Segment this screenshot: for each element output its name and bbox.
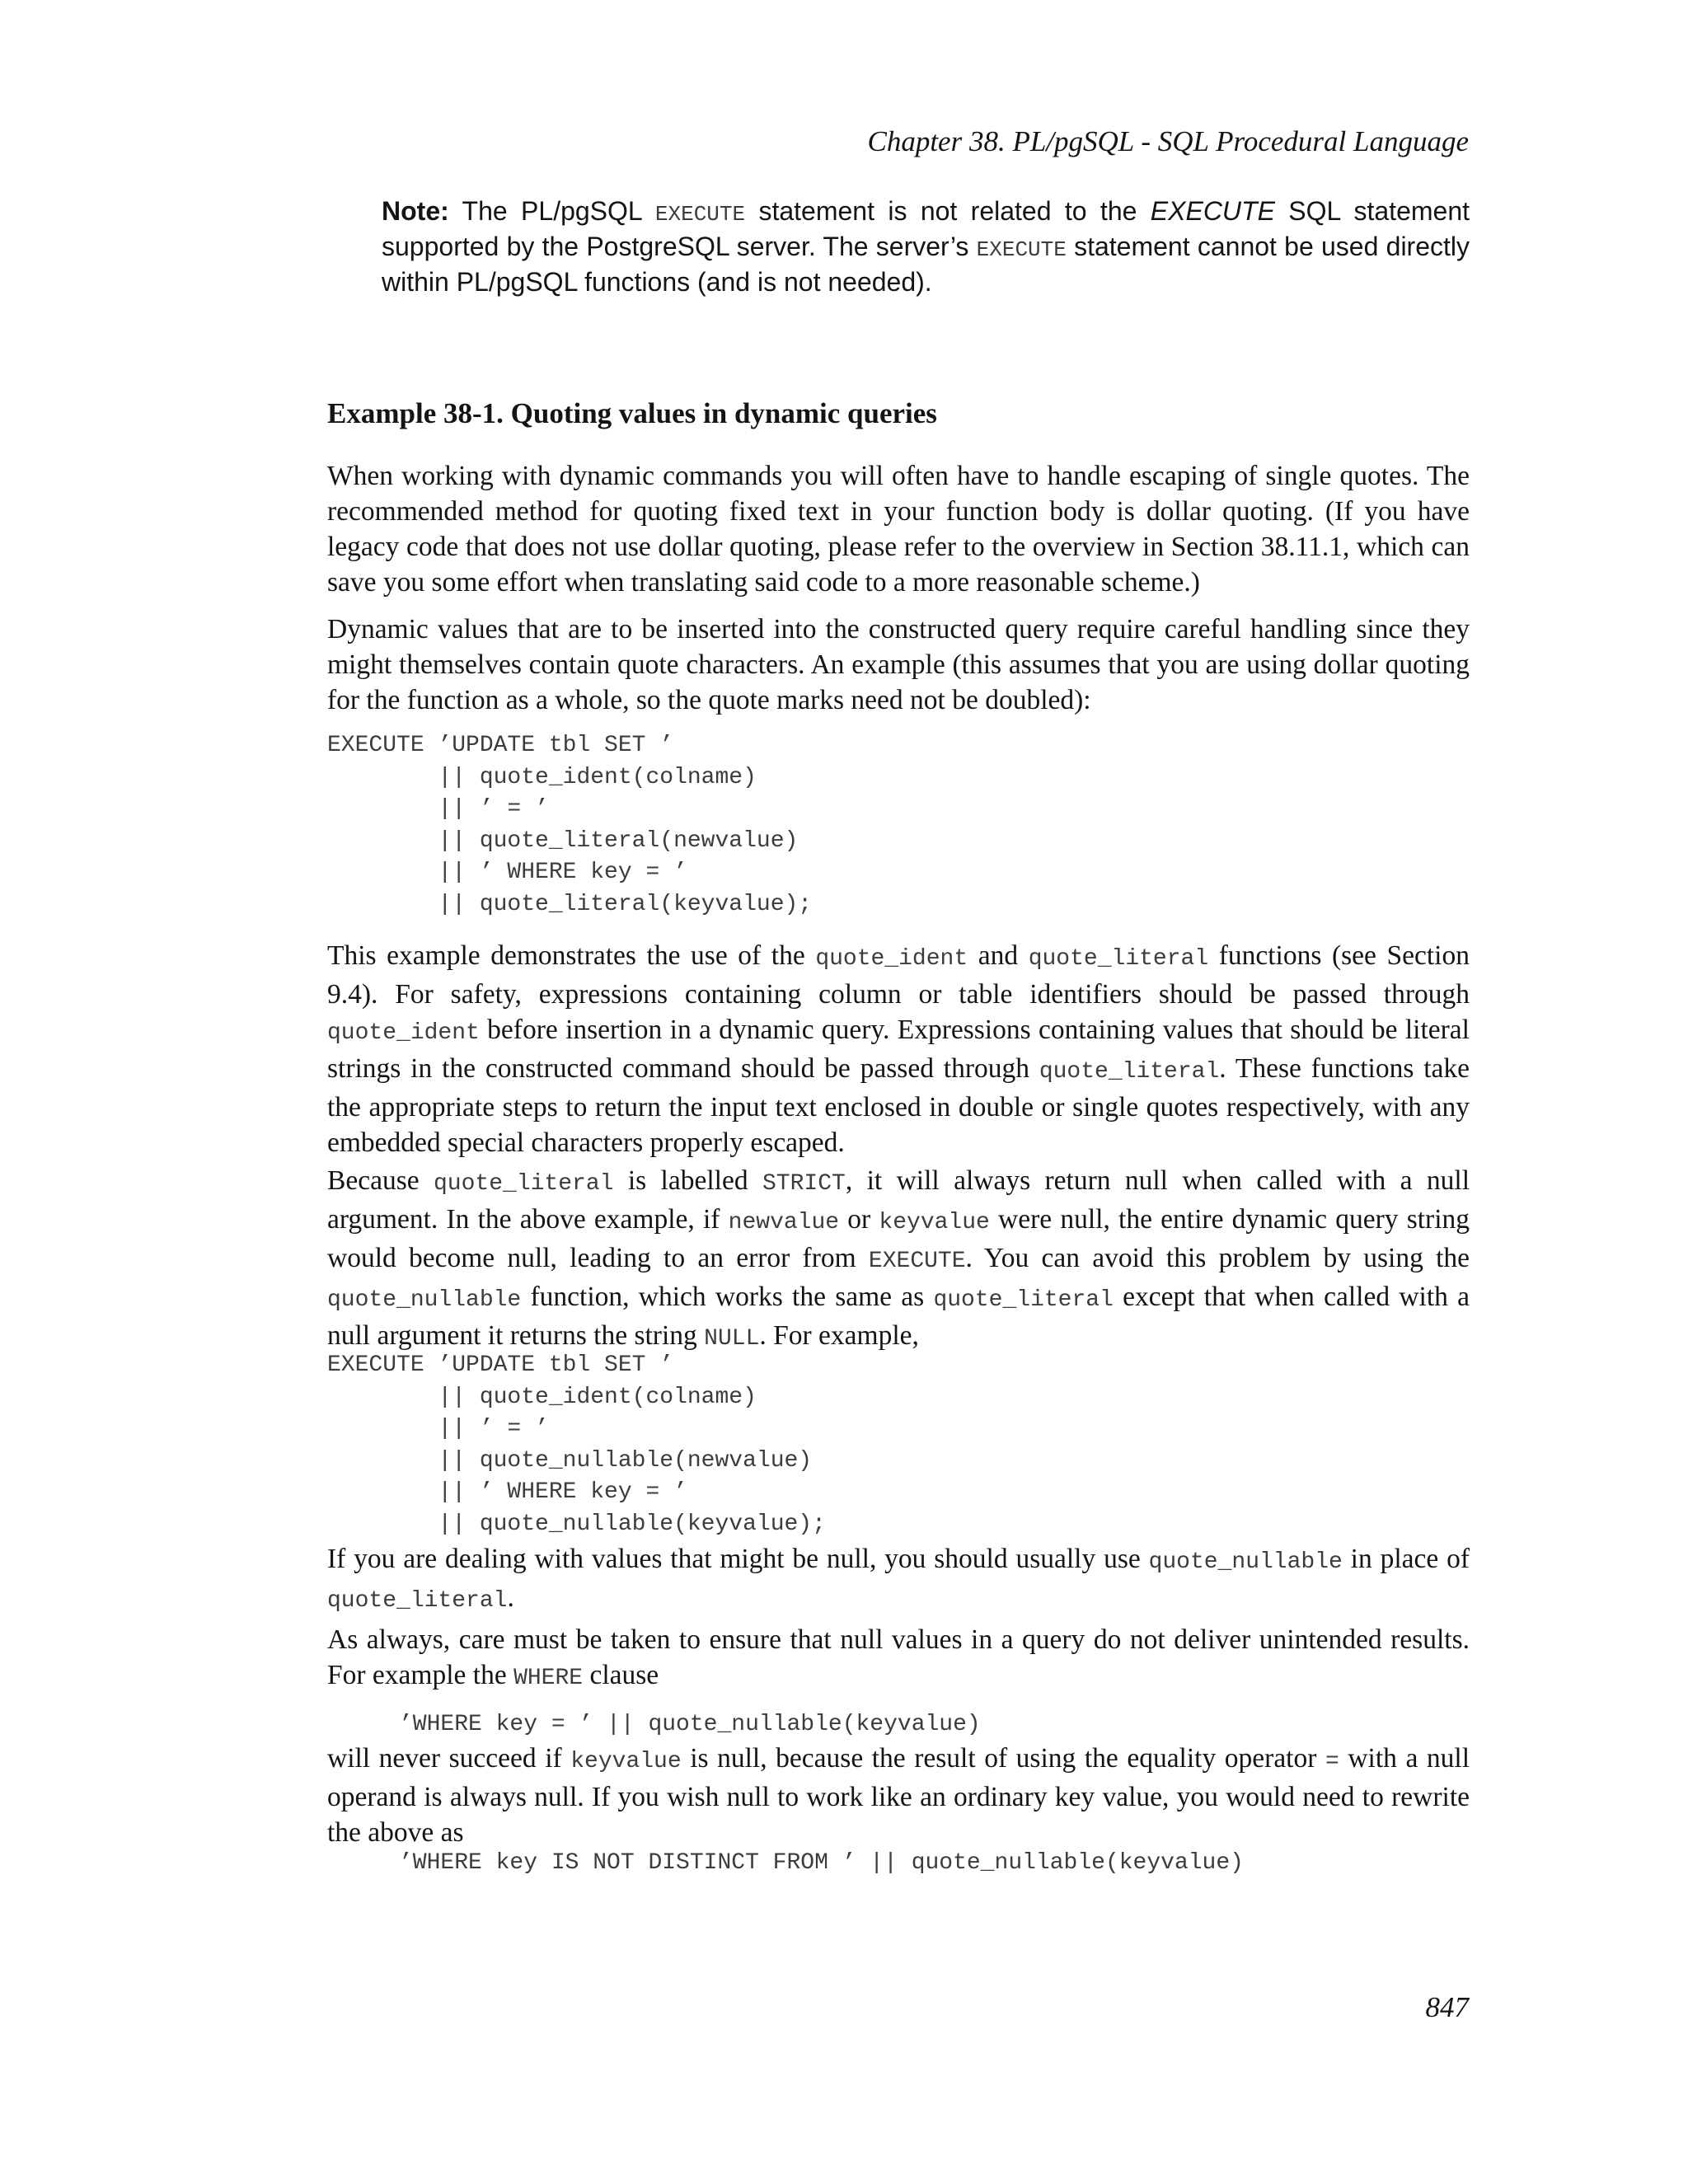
paragraph-dynamic-values: Dynamic values that are to be inserted into the constructed query require careful handling since they might themselves contain quote characters. An example (this assumes that you are using dollar quoting for the function as a whole, so the quote marks need not be doubled): (327, 614, 1470, 715)
inline-code: STRICT (762, 1171, 846, 1197)
inline-code: NULL (704, 1326, 760, 1352)
inline-code: quote_literal (434, 1171, 614, 1197)
paragraph-intro: When working with dynamic commands you will often have to handle escaping of single quotes. The recommended method for quoting fixed text in your function body is dollar quoting. (If you have legacy code that does not use dollar quoting, please refer to the overview in Section 38.11.1, which can save you some effort when translating said code to a more reasonable scheme.) (327, 461, 1470, 598)
inline-code: keyvalue (570, 1749, 682, 1774)
code-line-not-distinct: ’WHERE key IS NOT DISTINCT FROM ’ || quote_nullable(keyvalue) (399, 1850, 1244, 1876)
inline-code: quote_ident (327, 1020, 480, 1046)
note-label: Note: (382, 196, 449, 226)
inline-code: EXECUTE (868, 1249, 966, 1274)
inline-code: quote_literal (1039, 1059, 1220, 1085)
inline-code: quote_nullable (327, 1287, 522, 1313)
code-block-quote-literal: EXECUTE ’UPDATE tbl SET ’ || quote_ident(colname) || ’ = ’ || quote_literal(newvalue) || ’ WHERE key = ’ || quote_literal(keyvalue); (327, 733, 813, 917)
running-head: Chapter 38. PL/pgSQL - SQL Procedural Language (867, 125, 1469, 157)
paragraph-strict: Because quote_literal is labelled STRICT, it will always return null when called with a null argument. In the above example, if newvalue or keyvalue were null, the entire dynamic query string would become null, leading to an error from EXECUTE. You can avoid this problem by using the quote_nullable function, which works the same as quote_literal except that when called with a null argument it returns the string NULL. For example, (327, 1165, 1470, 1352)
paragraph-nullable-advice: If you are dealing with values that might be null, you should usually use quote_nullable in place of quote_literal. (327, 1544, 1470, 1614)
paragraph-where-clause: As always, care must be taken to ensure that null values in a query do not deliver unintended results. For example the WHERE clause (327, 1624, 1470, 1691)
paragraph-equality: will never succeed if keyvalue is null, because the result of using the equality operator = with a null operand is always null. If you wish null to work like an ordinary key value, you would need to rewrite the above as (327, 1743, 1470, 1848)
inline-code: quote_ident (815, 946, 968, 972)
inline-code: quote_literal (1028, 946, 1209, 972)
inline-code: EXECUTE (654, 202, 746, 227)
emphasis: EXECUTE (1150, 196, 1275, 226)
note-box: Note: The PL/pgSQL EXECUTE statement is not related to the EXECUTE SQL statement supported by the PostgreSQL server. The server’s EXECUTE statement cannot be used directly within PL/pgSQL functions (and is not needed). (382, 196, 1470, 297)
code-line-where-key: ’WHERE key = ’ || quote_nullable(keyvalue) (399, 1712, 981, 1737)
inline-code: WHERE (513, 1666, 584, 1691)
inline-code: quote_literal (327, 1588, 508, 1614)
code-block-quote-nullable: EXECUTE ’UPDATE tbl SET ’ || quote_ident(colname) || ’ = ’ || quote_nullable(newvalue) || ’ WHERE key = ’ || quote_nullable(keyvalue); (327, 1352, 826, 1537)
inline-code: EXECUTE (976, 237, 1067, 262)
inline-code: newvalue (728, 1210, 840, 1235)
inline-code: = (1325, 1749, 1339, 1774)
paragraph-functions: This example demonstrates the use of the quote_ident and quote_literal functions (see Section 9.4). For safety, expressions containing column or table identifiers should be passed through quote_ident before insertion in a dynamic query. Expressions containing values that should be literal strings in the constructed command should be passed through quote_literal. These functions take the appropriate steps to return the input text enclosed in double or single quotes respectively, with any embedded special characters properly escaped. (327, 940, 1470, 1158)
page-number: 847 (1425, 1991, 1469, 2023)
example-title: Example 38-1. Quoting values in dynamic queries (327, 397, 937, 429)
inline-code: quote_nullable (1148, 1549, 1343, 1575)
inline-code: quote_literal (933, 1287, 1114, 1313)
inline-code: keyvalue (879, 1210, 990, 1235)
